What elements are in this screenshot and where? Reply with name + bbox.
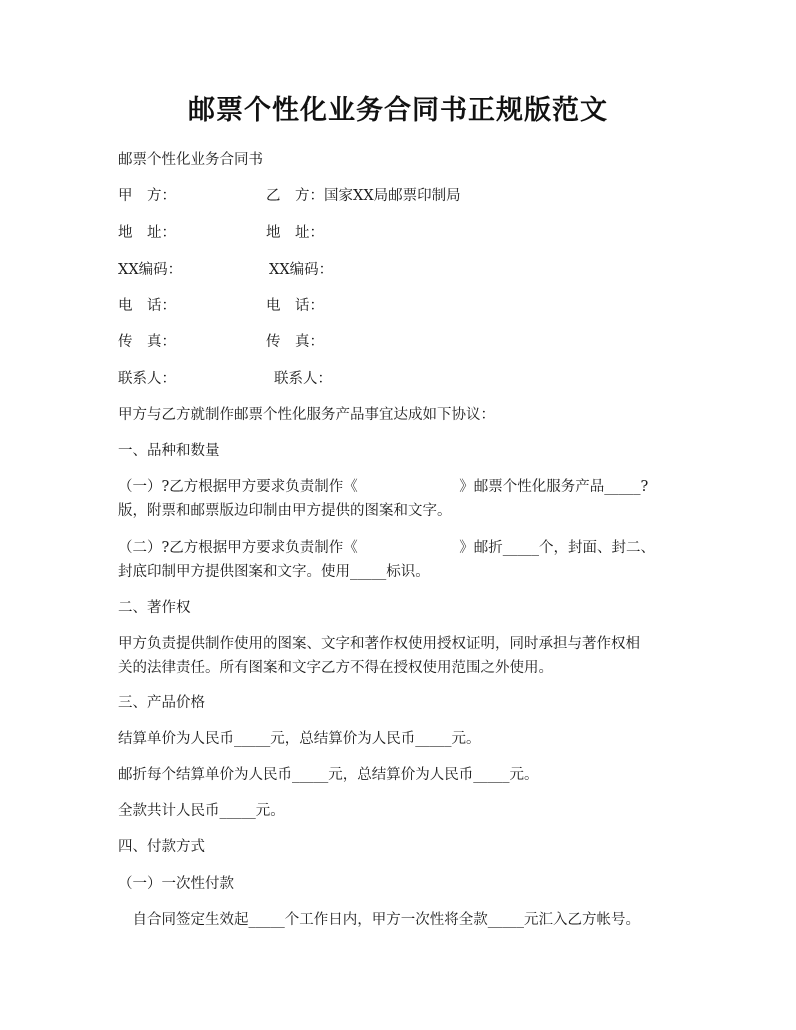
address-a-label: 地 址： — [118, 225, 176, 241]
section-3-line-1: 结算单价为人民币_____元，总结算价为人民币_____元。 — [118, 731, 481, 747]
section-3-heading: 三、产品价格 — [118, 695, 205, 711]
contact-b-label: 联系人： — [274, 371, 332, 387]
party-b-label: 乙 方：国家XX局邮票印制局 — [266, 188, 461, 204]
section-3-line-2: 邮折每个结算单价为人民币_____元，总结算价为人民币_____元。 — [118, 767, 539, 783]
section-1-para-2-line-1: （二）?乙方根据甲方要求负责制作《 》邮折_____个，封面、封二、 — [118, 540, 656, 556]
document-title: 邮票个性化业务合同书正规版范文 — [188, 95, 608, 126]
section-2-line-1: 甲方负责提供制作使用的图案、文字和著作权使用授权证明，同时承担与著作权相 — [118, 636, 640, 652]
section-4-line-1: 自合同签定生效起_____个工作日内，甲方一次性将全款_____元汇入乙方帐号。 — [118, 912, 640, 928]
contract-subtitle: 邮票个性化业务合同书 — [118, 152, 263, 168]
postcode-b-label: XX编码： — [269, 262, 334, 278]
section-1-para-1-line-2: 版，附票和邮票版边印制由甲方提供的图案和文字。 — [118, 503, 452, 519]
section-4-sub-1: （一）一次性付款 — [118, 876, 234, 892]
intro-text: 甲方与乙方就制作邮票个性化服务产品事宜达成如下协议： — [118, 407, 495, 423]
section-4-heading: 四、付款方式 — [118, 839, 205, 855]
section-2-line-2: 关的法律责任。所有图案和文字乙方不得在授权使用范围之外使用。 — [118, 660, 553, 676]
section-2-heading: 二、著作权 — [118, 600, 191, 616]
address-b-label: 地 址： — [266, 225, 324, 241]
postcode-a-label: XX编码： — [118, 262, 183, 278]
section-3-line-3: 全款共计人民币_____元。 — [118, 803, 285, 819]
section-1-heading: 一、品种和数量 — [118, 443, 220, 459]
contact-a-label: 联系人： — [118, 371, 176, 387]
section-1-para-1-line-1: （一）?乙方根据甲方要求负责制作《 》邮票个性化服务产品_____? — [118, 479, 649, 495]
phone-b-label: 电 话： — [266, 298, 324, 314]
fax-b-label: 传 真： — [266, 334, 324, 350]
party-a-label: 甲 方： — [118, 188, 176, 204]
phone-a-label: 电 话： — [118, 298, 176, 314]
fax-a-label: 传 真： — [118, 334, 176, 350]
section-1-para-2-line-2: 封底印制甲方提供图案和文字。使用_____标识。 — [118, 564, 430, 580]
